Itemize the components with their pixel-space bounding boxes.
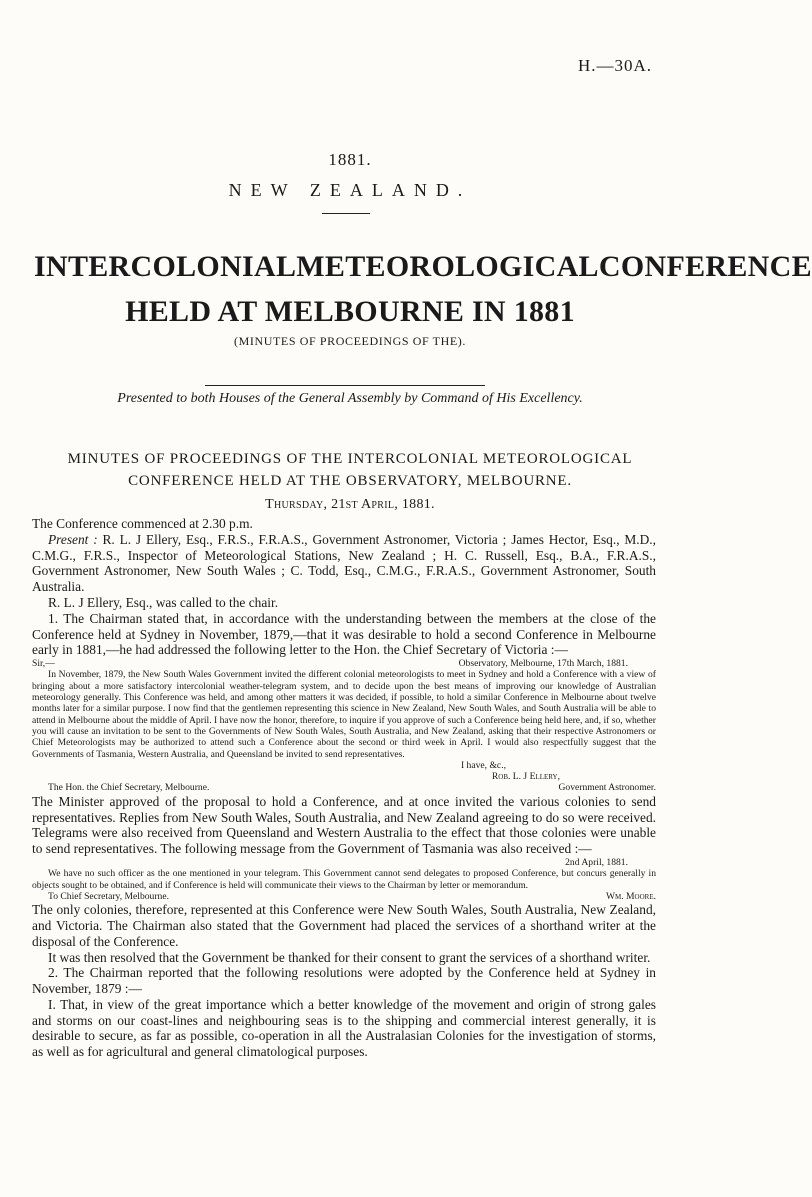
- paragraph: The Conference commenced at 2.30 p.m.: [32, 516, 253, 531]
- minutes-heading: MINUTES OF PROCEEDINGS OF THE INTERCOLONIAL METEOROLOGICAL CONFERENCE HELD AT THE OBSERVATORY, MELBOURNE.: [67, 451, 633, 489]
- paper-reference: H.—30A.: [577, 56, 652, 75]
- divider-rule: [205, 385, 485, 386]
- letter-tasmania: [32, 857, 656, 902]
- letter-dateline: Observatory, Melbourne, 17th March, 1881.: [458, 658, 628, 670]
- paragraph: The only colonies, therefore, represented at this Conference were New South Wales, South Australia, New Zealand, and Victoria. The Chairman also stated that the Government had placed the services of a shorthand writer at the disposal of the Conference.: [32, 902, 656, 949]
- letter-footer: [32, 891, 656, 902]
- paragraph: The Minister approved of the proposal to hold a Conference, and at once invited the various colonies to send representatives. Replies from New South Wales, South Australia, and New Zealand agreeing to do so were received. Telegrams were also received from Queensland and Western Australia to the effect that those colonies were unable to send representatives. The following message from the Government of Tasmania was also received :—: [32, 793, 656, 857]
- title-line-2: HELD AT MELBOURNE IN 1881: [125, 295, 575, 328]
- title-word: INTERCOLONIAL: [34, 250, 297, 283]
- letter-signature: Wm. Moore.: [605, 890, 656, 902]
- title-word: METEOROLOGICAL: [296, 250, 599, 283]
- meeting-date: [0, 497, 700, 513]
- paragraph: 2. The Chairman reported that the following resolutions were adopted by the Conference held at Sydney in November, 1879 :—: [32, 965, 656, 997]
- present-paragraph: [32, 532, 656, 595]
- paragraph: 1. The Chairman stated that, in accordance with the understanding between the members at the close of the Conference held at Sydney in November, 1879,—that it was desirable to hold a second Conference in Melbourne early in 1881,—he had addressed the following letter to the Hon. the Chief Secretary of Victoria :—: [32, 610, 656, 658]
- letter-footer: [32, 782, 656, 793]
- letter-header: [32, 658, 656, 669]
- paragraph: R. L. J Ellery, Esq., was called to the chair.: [48, 594, 279, 610]
- paragraph: It was then resolved that the Government be thanked for their consent to grant the services of a shorthand writer.: [48, 949, 651, 965]
- letter-ellery: [32, 658, 656, 794]
- letter-body: In November, 1879, the New South Wales Government invited the different colonial meteorologists to meet in Sydney and hold a Conference with a view of bringing about a more satisfactory intercolonial weather-telegram system, and to decide upon the best means of improving our knowledge of Australian meteorology generally. This Conference was held, and among other matters it was decided, if possible, to hold a similar Conference in Melbourne about twelve months later for a similar purpose. I now find that the gentlemen representing this science in New Zealand, New South Wales, and South Australia will be able to attend in Melbourne about the middle of April. I have now the honor, therefore, to inquire if you approve of such a Conference being held here, and, if so, whether you will cause an invitation to be sent to the Governments of New South Wales, South Australia, and New Zealand, asking that their respective Astronomers or Chief Meteorologists may be authorized to attend such a Conference about the second or third week in April. I would also respectfully suggest that the Governments of Tasmania, Western Australia, and Queensland be invited to send representatives.: [32, 669, 656, 760]
- present-text: R. L. J Ellery, Esq., F.R.S., F.R.A.S., Government Astronomer, Victoria ; James Hector, Esq., M.D., C.M.G., F.R.S., Inspector of Meteorological Stations, New Zealand ; H. C. Russell, Esq., B.A., F.R.A.S., Government Astronomer, New South Wales ; C. Todd, Esq., C.M.G., F.R.A.S., Government Astronomer, South Australia.: [32, 531, 656, 595]
- title-line-1: [34, 250, 812, 284]
- subtitle: (MINUTES OF PROCEEDINGS OF THE).: [234, 334, 466, 348]
- present-label: Present :: [48, 531, 98, 547]
- paragraph: I. That, in view of the great importance which a better knowledge of the movement and origin of strong gales and storms on our coast-lines and neighbouring seas is to the shipping and commercial interest generally, it is desirable to secure, as far as possible, co-operation in all the Australasian Colonies for the investigation of storms, as well as for agricultural and general climatological purposes.: [32, 996, 656, 1060]
- presented-line: Presented to both Houses of the General Assembly by Command of His Excellency.: [117, 391, 583, 406]
- letter-addressee: The Hon. the Chief Secretary, Melbourne.: [48, 782, 210, 794]
- country: NEW ZEALAND.: [228, 180, 472, 200]
- title-word: CONFERENCE: [598, 250, 812, 283]
- letter-signatory-title: Government Astronomer.: [558, 782, 656, 794]
- letter-salutation: Sir,—: [32, 658, 55, 670]
- letter-addressee: To Chief Secretary, Melbourne.: [48, 890, 169, 902]
- divider-rule: [322, 213, 370, 214]
- letter-closing: I have, &c.,: [460, 759, 506, 771]
- year: 1881.: [328, 150, 372, 169]
- letter-signature: Rob. L. J Ellery,: [491, 771, 560, 783]
- minutes-body: [32, 516, 656, 1060]
- meeting-date-text: Thursday, 21st April, 1881.: [265, 497, 435, 512]
- letter-dateline: 2nd April, 1881.: [565, 856, 628, 868]
- letter-body: We have no such officer as the one mentioned in your telegram. This Government cannot send delegates to proposed Conference, but concurs generally in objects sought to be obtained, and if Conference is held will communicate their views to the Chairman by letter or memorandum.: [32, 868, 656, 891]
